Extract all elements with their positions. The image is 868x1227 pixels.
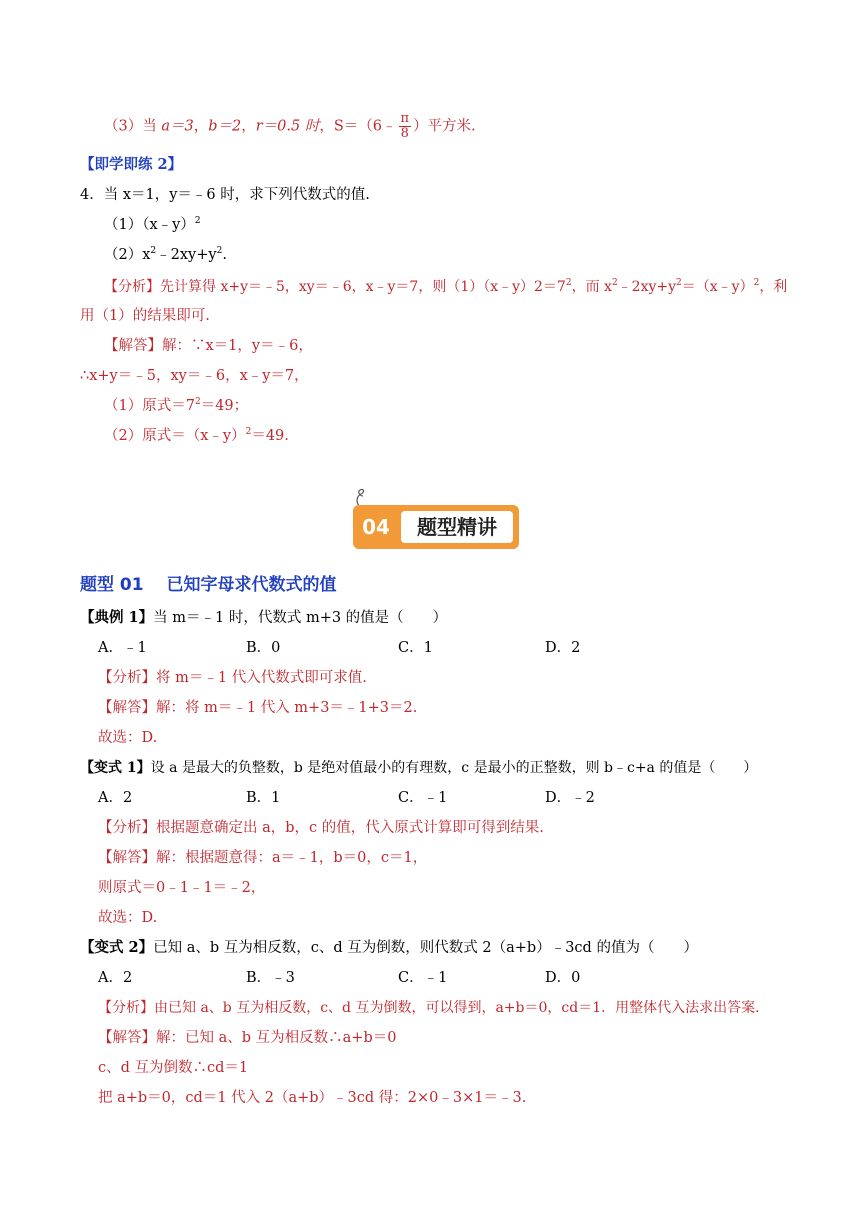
pi-over-8-fraction: $\frac{\pi}{8}$ — [400, 111, 410, 141]
analysis-line-1: 【分析】先计算得 x+y＝﹣5，xy＝﹣6，x﹣y＝7，则$(1)(x﹣y)2=7^2$，而 $x^2﹣2xy+y^2=(x﹣y)^2$，利 — [104, 278, 788, 295]
example1-question: 【典例 1】当 m＝﹣1 时，代数式 m+3 的值是（ ） — [80, 609, 448, 626]
section-banner — [353, 505, 519, 549]
banner-title: 题型精讲 — [401, 511, 513, 543]
variant1-option-b: B．1 — [246, 790, 281, 806]
question-4-part1: （1）（x﹣y）$^2$ — [104, 216, 201, 233]
variant1-solution: 【解答】解：根据题意得：a＝﹣1，b＝0，c＝1， — [98, 850, 428, 866]
solution-line-1: 【解答】解：∵x＝1，y＝﹣6， — [104, 338, 313, 354]
example1-option-d: D．2 — [545, 640, 581, 656]
example1-choice: 故选：D. — [98, 730, 158, 746]
example1-option-c: C．1 — [398, 640, 433, 656]
question-4-part2: $(2)x^2﹣2xy+y^2$. — [104, 246, 227, 263]
variant2-line3: 把 a+b＝0，cd＝1 代入 2（a+b）﹣3cd 得：2×0﹣3×1＝﹣3. — [98, 1090, 527, 1106]
practice-label: 【即学即练 2】 — [80, 156, 183, 173]
analysis-line-2: 用（1）的结果即可. — [80, 308, 210, 324]
solution-line-4: （2）原式＝（x﹣y）$^2$＝49. — [104, 427, 289, 444]
variant1-option-d: D．﹣2 — [545, 790, 595, 806]
variant2-option-b: B．﹣3 — [246, 970, 295, 986]
section-title: 题型 01 已知字母求代数式的值 — [80, 575, 337, 595]
banner-number: 04 — [362, 515, 390, 539]
example1-solution: 【解答】解：将 m＝﹣1 代入 m+3＝﹣1+3＝2. — [98, 700, 418, 716]
variant1-line2: 则原式＝0﹣1﹣1＝﹣2， — [98, 880, 266, 896]
variant1-question: 【变式 1】设 a 是最大的负整数，b 是绝对值最小的有理数，c 是最小的正整数，则 b﹣c+a 的值是（ ） — [80, 760, 758, 776]
variant1-choice: 故选：D. — [98, 910, 158, 926]
variant2-solution: 【解答】解：已知 a、b 互为相反数∴a+b＝0 — [98, 1030, 397, 1046]
variant2-option-a: A．2 — [98, 970, 133, 986]
solution-line-3: （1）原式$=7^2=49$； — [104, 397, 249, 414]
example1-option-b: B．0 — [246, 640, 281, 656]
variant2-option-d: D．0 — [545, 970, 581, 986]
variant2-analysis: 【分析】由已知 a、b 互为相反数，c、d 互为倒数，可以得到，a+b＝0，cd＝1．用整体代入法求出答案. — [98, 1000, 760, 1016]
variant1-option-a: A．2 — [98, 790, 133, 806]
example1-analysis: 【分析】将 m＝﹣1 代入代数式即可求值. — [98, 670, 367, 686]
variant2-question: 【变式 2】已知 a、b 互为相反数，c、d 互为倒数，则代数式 2（a+b）﹣3cd 的值为（ ） — [80, 939, 698, 956]
variant2-option-c: C．﹣1 — [398, 970, 448, 986]
variant1-analysis: 【分析】根据题意确定出 a，b，c 的值，代入原式计算即可得到结果. — [98, 820, 544, 836]
example1-option-a: A．﹣1 — [98, 640, 147, 656]
variant2-line2: c、d 互为倒数∴cd＝1 — [98, 1060, 249, 1076]
solution-line-2: ∴x+y＝﹣5，xy＝﹣6，x﹣y＝7， — [80, 368, 309, 384]
question-4: 4．当 x＝1，y＝﹣6 时，求下列代数式的值. — [80, 187, 370, 203]
part3-line: （3）当 a＝3，b＝2，r＝0.5 时，S＝（6﹣ $\frac{\pi}{8}$ ）平方米. — [104, 111, 476, 141]
variant1-option-c: C．﹣1 — [398, 790, 448, 806]
